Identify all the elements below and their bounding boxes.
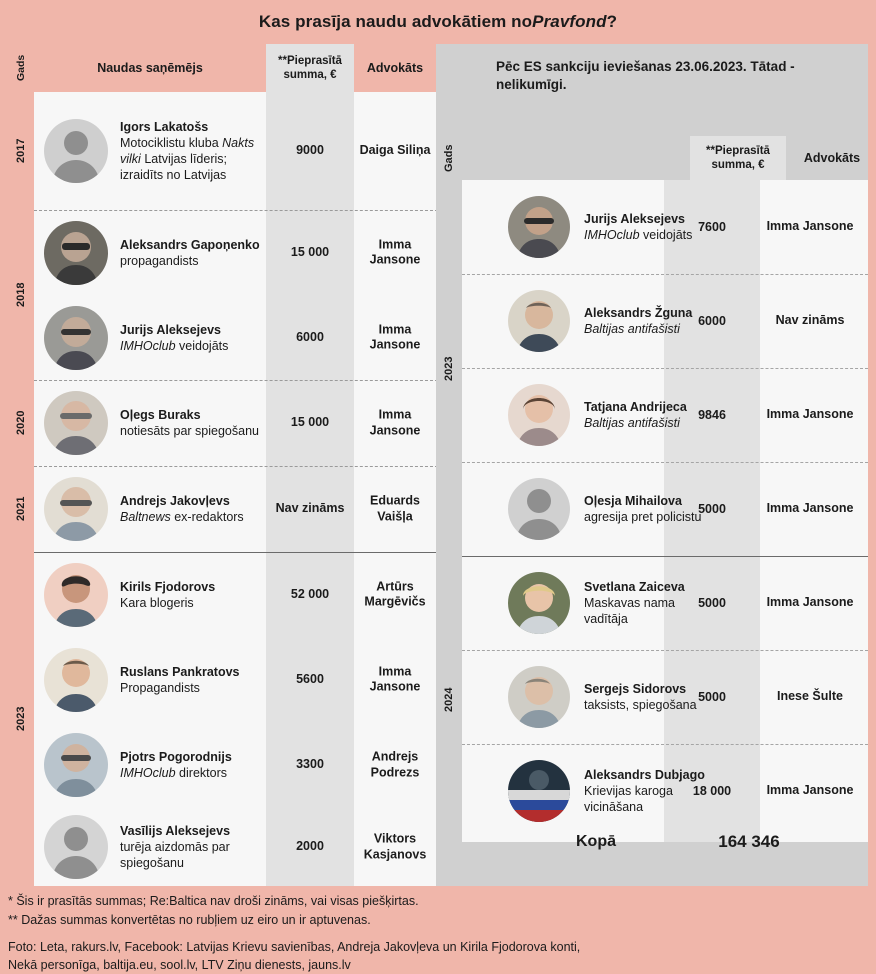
left-year-2023: 2023 <box>15 706 27 732</box>
footnotes <box>8 892 868 931</box>
row-sum: 15 000 <box>290 244 330 259</box>
total-value: 164 346 <box>718 832 780 851</box>
person-desc: propagandists <box>120 253 199 268</box>
row-lawyer: Andrejs Podrezs <box>370 749 420 779</box>
table-row[interactable] <box>34 295 436 380</box>
person-name: Kirils Fjodorovs <box>120 579 216 594</box>
photo-credits <box>8 938 868 974</box>
title-pre: Kas prasīja naudu advokātiem no <box>258 12 533 31</box>
avatar <box>508 384 570 446</box>
row-lawyer: Imma Jansone <box>766 407 854 422</box>
row-sum: 15 000 <box>290 415 330 430</box>
person-name: Jurijs Aleksejevs <box>584 212 685 226</box>
table-row[interactable] <box>34 637 436 722</box>
person-name: Pjotrs Pogorodnijs <box>120 750 232 764</box>
person-desc-italic: Nakts vilki <box>120 136 255 166</box>
left-year-2018: 2018 <box>15 282 27 308</box>
avatar <box>44 648 108 712</box>
group-divider <box>462 556 868 557</box>
sanctions-note: Pēc ES sankciju ieviešanas 23.06.2023. Tātad - nelikumīgi. <box>496 59 795 93</box>
row-lawyer: Imma Jansone <box>369 321 421 352</box>
row-divider <box>34 466 438 467</box>
person-desc-italic: Baltijas antifašisti <box>584 416 680 430</box>
table-row[interactable] <box>34 552 436 637</box>
row-person <box>120 322 262 354</box>
left-year-2020: 2020 <box>15 410 27 436</box>
left-header-sum: **Pieprasītā summa, € <box>266 44 354 92</box>
person-desc: Maskavas nama vadītāja <box>584 596 676 626</box>
table-row[interactable] <box>34 380 436 466</box>
row-divider <box>462 368 868 369</box>
person-name: Oļesja Mihailova <box>584 494 682 508</box>
left-table-body-wrap <box>34 44 436 886</box>
left-rows <box>34 92 436 886</box>
person-name: Ruslans Pankratovs <box>120 664 240 679</box>
row-person <box>120 579 262 611</box>
person-name: Andrejs Jakovļevs <box>120 494 230 508</box>
left-header-lawyer: Advokāts <box>366 61 424 75</box>
footnote-1: * Šis ir prasītās summas; Re:Baltica nav droši zināms, vai visas piešķirtas. <box>8 894 419 908</box>
left-table-header <box>34 44 436 92</box>
person-desc-italic: IMHOclub <box>584 228 640 242</box>
row-lawyer: Imma Jansone <box>766 501 854 516</box>
person-desc: agresija pret policistu <box>584 510 702 524</box>
row-lawyer: Imma Jansone <box>369 663 421 694</box>
person-desc: Motociklistu kluba <box>120 136 223 150</box>
row-sum: 5000 <box>698 502 726 516</box>
row-lawyer: Eduards Vaišļa <box>369 493 420 523</box>
row-divider <box>34 210 438 211</box>
right-header-sum: **Pieprasītā summa, € <box>690 136 786 180</box>
left-header-name: Naudas saņēmējs <box>97 61 203 75</box>
avatar <box>44 221 108 285</box>
row-sum: 2000 <box>296 839 324 854</box>
table-row[interactable] <box>34 466 436 552</box>
person-desc: Krievijas karoga vicināšana <box>584 784 673 814</box>
table-row[interactable] <box>34 808 436 886</box>
total-label: Kopā <box>576 833 616 850</box>
row-divider <box>462 650 868 651</box>
right-panel <box>436 44 868 886</box>
row-sum: 9846 <box>698 408 726 422</box>
table-row[interactable] <box>462 180 868 274</box>
row-sum: 9000 <box>296 143 324 158</box>
table-row[interactable] <box>462 556 868 650</box>
row-sum: 5000 <box>698 690 726 704</box>
title-italic: Pravfond <box>532 12 607 31</box>
table-row[interactable] <box>34 210 436 295</box>
row-sum: 3300 <box>296 757 324 772</box>
person-desc-italic: Baltnews <box>120 510 171 524</box>
credits-line-1: Foto: Leta, rakurs.lv, Facebook: Latvijas Krievu savienības, Andreja Jakovļeva un Kirila Fjodorova konti, <box>8 940 581 954</box>
person-desc: notiesāts par spiegošanu <box>120 424 259 438</box>
person-desc-italic: IMHOclub <box>120 766 176 780</box>
right-year-2024: 2024 <box>443 687 455 713</box>
row-sum: 5600 <box>296 671 324 686</box>
table-row[interactable] <box>462 462 868 556</box>
person-desc: taksists, spiegošana <box>584 698 697 712</box>
avatar <box>508 478 570 540</box>
person-desc: turēja aizdomās par spiegošanu <box>120 840 230 870</box>
person-desc2: veidojāts <box>175 338 229 353</box>
person-desc2: ex-redaktors <box>170 510 244 524</box>
credits-line-2: Nekā personīga, baltija.eu, sool.lv, LTV Ziņu dienests, jauns.lv <box>8 958 351 973</box>
row-person <box>120 407 262 439</box>
row-divider <box>34 380 438 381</box>
title-post: ? <box>606 12 618 31</box>
row-person <box>120 119 262 183</box>
avatar <box>508 290 570 352</box>
avatar <box>44 119 108 183</box>
avatar <box>44 306 108 370</box>
table-row[interactable] <box>34 722 436 808</box>
person-desc: Propagandists <box>120 680 200 695</box>
row-sum: 7600 <box>698 220 726 234</box>
table-row[interactable] <box>462 274 868 368</box>
avatar <box>508 666 570 728</box>
person-name: Aleksandrs Gapoņenko <box>120 237 260 252</box>
table-row[interactable] <box>462 368 868 462</box>
row-divider <box>462 462 868 463</box>
row-sum: 52 000 <box>290 586 330 601</box>
row-lawyer: Imma Jansone <box>369 407 421 437</box>
row-lawyer: Imma Jansone <box>766 783 854 798</box>
row-sum: Nav zināms <box>275 501 345 516</box>
left-year-column <box>8 44 34 886</box>
footnote-2: ** Dažas summas konvertētas no rubļiem uz eiro un ir aptuvenas. <box>8 913 371 928</box>
row-lawyer: Viktors Kasjanovs <box>363 831 427 861</box>
person-name: Jurijs Aleksejevs <box>120 322 221 337</box>
person-name: Vasīlijs Aleksejevs <box>120 824 231 838</box>
row-sum: 6000 <box>698 314 726 328</box>
row-person <box>120 749 262 781</box>
left-table <box>8 44 436 886</box>
row-lawyer: Imma Jansone <box>369 236 421 267</box>
row-lawyer: Nav zināms <box>775 313 845 328</box>
row-lawyer: Inese Šulte <box>777 689 843 704</box>
row-lawyer: Artūrs Margēvičs <box>364 578 426 609</box>
person-name: Aleksandrs Žguna <box>584 306 693 320</box>
right-year-column <box>436 136 462 842</box>
right-table-header <box>462 136 868 180</box>
page-title <box>0 0 876 44</box>
avatar <box>44 391 108 455</box>
person-name: Tatjana Andrijeca <box>584 400 687 414</box>
row-sum: 6000 <box>296 329 324 344</box>
total-row <box>436 798 868 886</box>
person-desc2: veidojāts <box>639 228 693 242</box>
avatar <box>508 196 570 258</box>
row-lawyer: Daiga Siliņa <box>359 143 431 158</box>
row-person <box>120 664 262 696</box>
row-sum: 5000 <box>698 596 726 610</box>
row-divider <box>462 274 868 275</box>
row-divider <box>462 744 868 745</box>
left-header-year: Gads <box>15 54 27 82</box>
row-person <box>120 493 262 525</box>
person-desc-italic: IMHOclub <box>120 338 176 353</box>
row-lawyer: Imma Jansone <box>766 595 854 610</box>
row-person <box>120 823 262 871</box>
avatar <box>44 477 108 541</box>
right-header-lawyer: Advokāts <box>803 151 861 165</box>
table-row[interactable] <box>34 92 436 210</box>
row-sum: 18 000 <box>692 784 732 798</box>
person-name: Aleksandrs Dubjago <box>584 768 705 782</box>
right-header-year: Gads <box>443 144 455 172</box>
person-desc-italic: Baltijas antifašisti <box>584 322 680 336</box>
person-name: Sergejs Sidorovs <box>584 682 687 696</box>
person-name: Igors Lakatošs <box>120 120 209 134</box>
person-name: Oļegs Buraks <box>120 408 201 422</box>
row-lawyer: Imma Jansone <box>766 219 854 234</box>
right-year-2023: 2023 <box>443 356 455 382</box>
table-row[interactable] <box>462 650 868 744</box>
avatar <box>44 815 108 879</box>
person-name: Svetlana Zaiceva <box>584 580 685 594</box>
avatar <box>44 563 108 627</box>
left-year-2021: 2021 <box>15 496 27 522</box>
group-divider <box>34 552 438 553</box>
avatar <box>44 733 108 797</box>
right-rows <box>462 180 868 842</box>
person-desc2: direktors <box>175 766 227 780</box>
avatar <box>508 572 570 634</box>
person-desc: Kara blogeris <box>120 595 194 610</box>
left-year-2017: 2017 <box>15 138 27 164</box>
person-desc2: Latvijas līderis; izraidīts no Latvijas <box>120 152 227 182</box>
row-person <box>120 237 262 269</box>
